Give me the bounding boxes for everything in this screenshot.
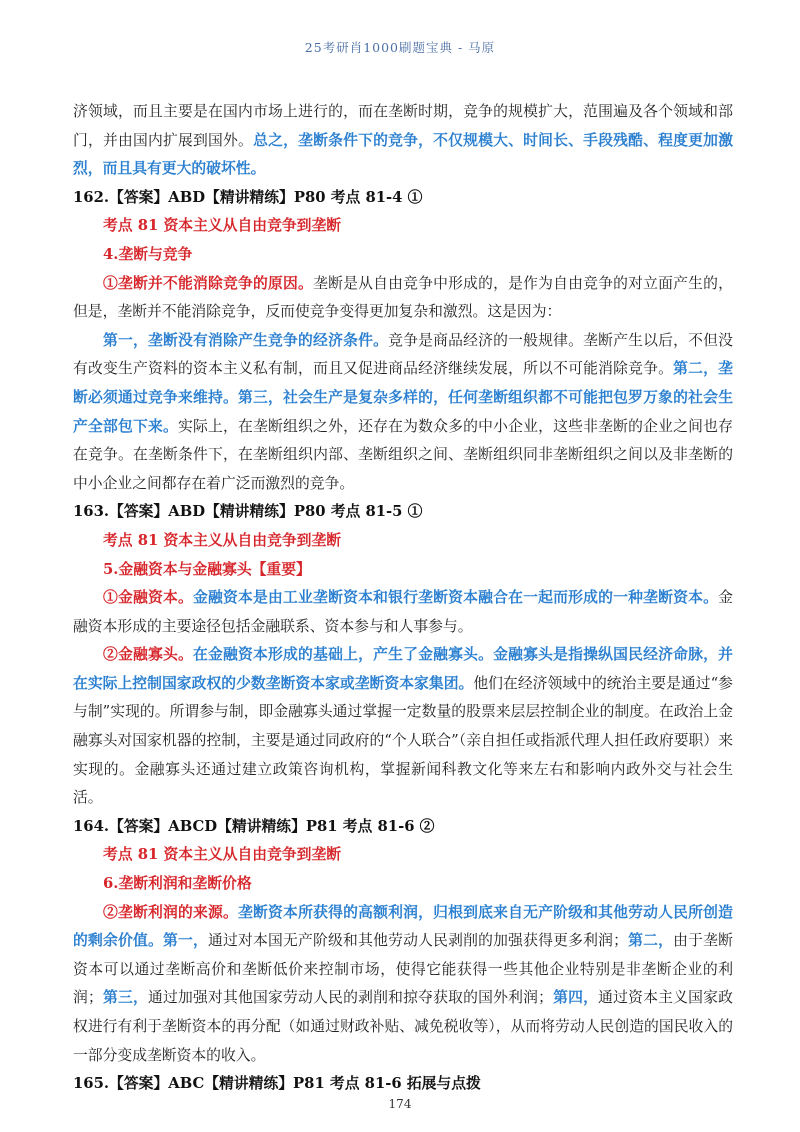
section-162: 4.垄断与竞争	[103, 245, 193, 263]
page-content	[73, 98, 733, 1099]
section-164: 6.垄断利润和垄断价格	[103, 875, 252, 893]
paragraph-162-2: 第一，垄断没有消除产生竞争的经济条件。竞争是商品经济的一般规律。垄断产生以后，不但没有改变生产资料的资本主义私有制，而且又促进商品经济继续发展，所以不可能消除竞争。第二，垄断必须通过竞争来维持。第三，社会生产是复杂多样的，任何垄断组织都不可能把包罗万象的社会生产全部包下来。实际上，在垄断组织之外，还存在为数众多的中小企业，这些非垄断的企业之间也存在竞争。在垄断条件下，在垄断组织内部、垄断组织之间、垄断组织同非垄断组织之间以及非垄断的中小企业之间都存在着广泛而激烈的竞争。	[73, 331, 733, 492]
paragraph-164-1: ②垄断利润的来源。垄断资本所获得的高额利润，归根到底来自无产阶级和其他劳动人民所创造的剩余价值。第一，通过对本国无产阶级和其他劳动人民剥削的加强获得更多利润；第二，由于垄断资本可以通过垄断高价和垄断低价来控制市场，使得它能获得一些其他企业特别是非垄断企业的利润；第三，通过加强对其他国家劳动人民的剥削和掠夺获取的国外利润；第四，通过资本主义国家政权进行有利于垄断资本的再分配（如通过财政补贴、减免税收等），从而将劳动人民创造的国民收入的一部分变成垄断资本的收入。	[73, 903, 733, 1064]
section-163: 5.金融资本与金融寡头【重要】	[103, 560, 311, 578]
page-number: 174	[388, 1097, 412, 1111]
answer-165: 165.【答案】ABC【精讲精练】P81 考点 81-6 拓展与点拨	[73, 1075, 481, 1093]
paragraph-continued: 济领域，而且主要是在国内市场上进行的，而在垄断时期，竞争的规模扩大，范围遍及各个领域和部门，并由国内扩展到国外。总之，垄断条件下的竞争，不仅规模大、时间长、手段残酷、程度更加激烈，而且具有更大的破坏性。	[73, 103, 733, 178]
kaodian-164: 考点 81 资本主义从自由竞争到垄断	[103, 846, 342, 864]
paragraph-163-2: ②金融寡头。在金融资本形成的基础上，产生了金融寡头。金融寡头是指操纵国民经济命脉，并在实际上控制国家政权的少数垄断资本家或垄断资本家集团。他们在经济领域中的统治主要是通过“参与制”实现的。所谓参与制，即金融寡头通过掌握一定数量的股票来层层控制企业的制度。在政治上金融寡头对国家机器的控制，主要是通过同政府的“个人联合”（亲自担任或指派代理人担任政府要职）来实现的。金融寡头还通过建立政策咨询机构，掌握新闻科教文化等来左右和影响内政外交与社会生活。	[73, 646, 733, 807]
answer-163: 163.【答案】ABD【精讲精练】P80 考点 81-5 ①	[73, 503, 423, 521]
kaodian-162: 考点 81 资本主义从自由竞争到垄断	[103, 217, 342, 235]
page-header: 25考研肖1000刷题宝典 - 马原	[304, 40, 496, 55]
paragraph-163-1: ①金融资本。金融资本是由工业垄断资本和银行垄断资本融合在一起而形成的一种垄断资本。金融资本形成的主要途径包括金融联系、资本参与和人事参与。	[73, 589, 733, 635]
answer-162: 162.【答案】ABD【精讲精练】P80 考点 81-4 ①	[73, 188, 423, 206]
answer-164: 164.【答案】ABCD【精讲精练】P81 考点 81-6 ②	[73, 817, 435, 835]
kaodian-163: 考点 81 资本主义从自由竞争到垄断	[103, 531, 342, 549]
paragraph-162-1: ①垄断并不能消除竞争的原因。垄断是从自由竞争中形成的，是作为自由竞争的对立面产生的，但是，垄断并不能消除竞争，反而使竞争变得更加复杂和激烈。这是因为：	[73, 274, 733, 321]
